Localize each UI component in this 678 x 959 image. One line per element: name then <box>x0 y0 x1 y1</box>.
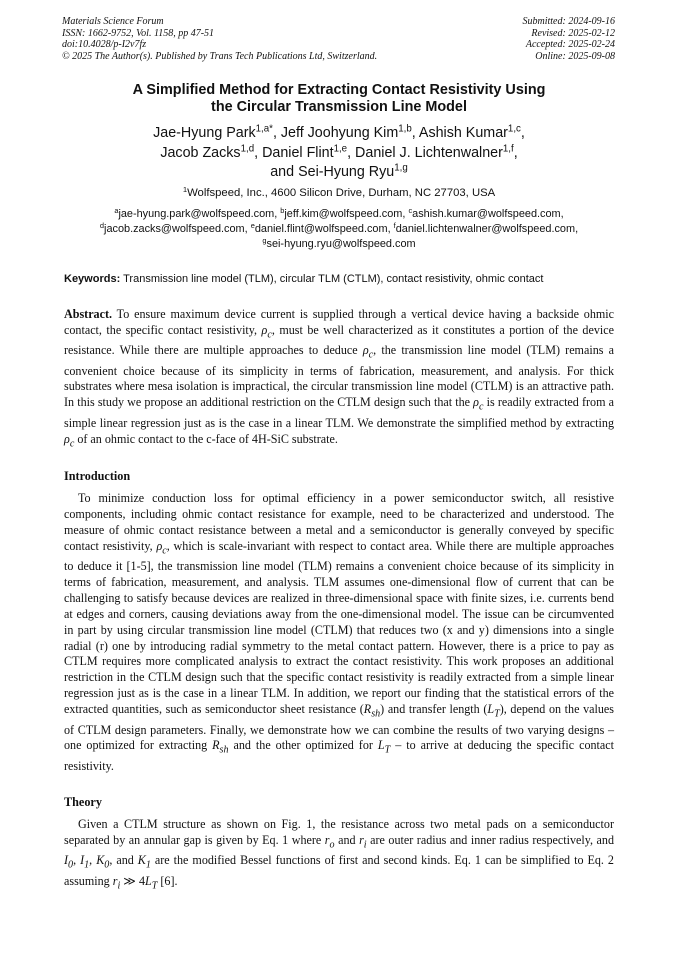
symbol-rho: ρ <box>261 322 268 337</box>
accepted-date: Accepted: 2025-02-24 <box>525 39 615 51</box>
theory-text: , <box>89 853 97 868</box>
author-sup: 1,e <box>333 143 348 155</box>
abstract-label: Abstract. <box>64 307 113 321</box>
email-link[interactable]: jae-hyung.park@wolfspeed.com <box>118 208 275 220</box>
author-sup: 1,d <box>240 143 255 155</box>
symbol-r: r <box>112 873 118 888</box>
intro-text: To minimize conduction loss for optimal efficiency in a power semiconductor switch, all resistive components, including ohmic contact resistance for example, need to be characterized and understood. The measure of ohmic contact resistance between a metal and a semiconductor is generally conveyed by specific contact resistivity, <box>64 491 614 553</box>
author-name: Jae-Hyung Park <box>153 125 256 141</box>
email-list <box>62 207 616 252</box>
abstract-text: is readily extracted from a simple linear regression just as is the case in a linear TLM. We demonstrate the simplified method by extracting <box>64 395 614 430</box>
theory-text: are the modified Bessel functions of first and second kinds. Eq. 1 can be simplified to Eq. 2 assuming <box>64 853 614 888</box>
email-line-3: $^g$sei-hyung.ryu@wolfspeed.com <box>262 235 416 250</box>
symbol-rho: ρ <box>473 395 479 410</box>
theory-text: [6]. <box>157 873 178 888</box>
email-link[interactable]: daniel.lichtenwalner@wolfspeed.com <box>395 223 576 235</box>
symbol-sub: i <box>363 839 367 851</box>
author-and: and <box>270 164 295 180</box>
theory-text: , and <box>109 853 138 868</box>
author-name: Daniel J. Lichtenwalner <box>355 144 503 161</box>
email-line-1: $^a$jae-hyung.park@wolfspeed.com, $^b$jeff.kim@wolfspeed.com, $^c$ashish.kumar@wolfspeed.com, <box>114 205 564 220</box>
doi-line: doi:10.4028/p-I2v7fz <box>62 39 147 51</box>
symbol-sub: c <box>267 329 272 341</box>
intro-text: – to arrive at deducing the specific contact resistivity. <box>64 738 614 773</box>
abstract-paragraph <box>64 307 614 452</box>
email-link[interactable]: jacob.zacks@wolfspeed.com <box>104 223 245 235</box>
symbol-sub: T <box>151 879 158 891</box>
author-sup: 1,c <box>507 123 521 135</box>
theory-text: ≫ 4 <box>120 873 146 888</box>
intro-text: ), depend on the values of CTLM design parameters. Finally, we demonstrate how we can combine the results of two varying designs – one optimized for extracting <box>64 702 614 753</box>
email-link[interactable]: ashish.kumar@wolfspeed.com <box>412 208 561 220</box>
keywords-text: Transmission line model (TLM), circular TLM (CTLM), contact resistivity, ohmic contact <box>123 273 544 285</box>
symbol-rho: ρ <box>64 431 70 446</box>
symbol-I: I <box>80 853 85 868</box>
issn-line: ISSN: 1662-9752, Vol. 1158, pp 47-51 <box>62 27 215 39</box>
symbol-K: K <box>96 853 105 868</box>
keywords <box>64 272 620 286</box>
symbol-sub: o <box>329 839 335 851</box>
online-date: Online: 2025-09-08 <box>535 50 615 62</box>
symbol-sub: c <box>368 349 374 361</box>
section-heading-introduction: Introduction <box>64 469 131 483</box>
author-sup: 1,a* <box>255 123 273 135</box>
author-name: Jacob Zacks <box>160 144 241 161</box>
author-name: Sei-Hyung Ryu <box>298 164 395 180</box>
author-name: Daniel Flint <box>262 144 334 161</box>
author-list <box>0 124 678 183</box>
symbol-sub: 0 <box>68 859 74 871</box>
theory-text: and <box>334 832 360 847</box>
author-sup: 1,b <box>398 123 412 135</box>
symbol-sub: T <box>384 744 391 756</box>
intro-text: and the other optimized for <box>228 738 378 753</box>
copyright-line: © 2025 The Author(s). Published by Trans Tech Publications Ltd, Switzerland. <box>62 50 378 62</box>
symbol-rho: ρ <box>362 343 369 358</box>
theory-text: Given a CTLM structure as shown on Fig. 1, the resistance across two metal pads on a semiconductor separated by an annular gap is given by Eq. 1 where <box>64 817 614 847</box>
title-line-1: A Simplified Method for Extracting Contact Resistivity Using <box>132 82 546 98</box>
affiliation <box>0 186 678 200</box>
symbol-r: r <box>324 832 330 847</box>
abstract-text: To ensure maximum device current is supplied through a vertical device having a backside ohmic contact, the specific contact resistivity, <box>64 307 615 337</box>
abstract-text: , must be well characterized as it constitutes a portion of the device resistance. While there are multiple approaches to deduce <box>64 322 614 358</box>
revised-date: Revised: 2025-02-12 <box>531 27 615 39</box>
symbol-sub: 1 <box>145 859 151 871</box>
symbol-sub: sh <box>219 744 229 756</box>
email-link[interactable]: jeff.kim@wolfspeed.com <box>284 208 403 220</box>
journal-header-right <box>523 16 616 62</box>
abstract-text: , the transmission line model (TLM) remains a convenient choice because of its simplicity in terms of fabrication, measurement, and analysis. For thick substrates where mesa isolation is impractical, the circular transmission line model (CTLM) is an attractive path. In this study we propose an additional restriction on the CTLM design such that the <box>64 343 615 410</box>
author-line-3 <box>0 163 678 183</box>
journal-header-left <box>62 16 377 62</box>
symbol-r: r <box>359 832 364 847</box>
author-sup: 1,f <box>502 143 514 155</box>
theory-text: , <box>73 853 81 868</box>
affiliation-sup: 1 <box>182 184 188 194</box>
symbol-sub: c <box>162 545 167 557</box>
paper-title <box>0 82 678 116</box>
symbol-sub: T <box>494 708 500 720</box>
symbol-sub: 0 <box>104 859 110 871</box>
symbol-R: R <box>363 702 372 717</box>
intro-text: , which is scale-invariant with respect to contact area. While there are multiple approaches to deduce it [1-5], the transmission line model (TLM) remains a convenient choice because of its simplicity in terms of fabrication, measurement, and analysis. TLM assumes one-dimensional flow of current that can be challenging to satisfy because devices are realized in three-dimensional space with finite sizes, i.e. currents bend at edges and corners, causing deviations away from the one-dimensional model. The issue can be circumvented in part by using circular transmission line model (CTLM) that reduces two (x and y) dimensions into a single radial (r) one by introducing radial symmetry to the metal contact pattern. However, there is a price to pay as CTLM requires more complicated analysis to extract the contact resistivity. This work proposes an additional restriction in the CTLM design such that the specific contact resistivity is readily extracted from a simple linear regression just as is the case in a linear TLM. In addition, we report our finding that the statistical errors of the extracted quantities, such as semiconductor sheet resistance ( <box>64 538 614 717</box>
theory-paragraph <box>64 817 614 894</box>
symbol-sub: i <box>117 879 121 891</box>
submitted-date: Submitted: 2024-09-16 <box>522 16 615 27</box>
author-name: Jeff Joohyung Kim <box>280 125 399 141</box>
symbol-R: R <box>212 738 220 753</box>
author-name: Ashish Kumar <box>418 125 508 141</box>
author-sup: 1,g <box>394 162 408 174</box>
email-line-2: $^d$jacob.zacks@wolfspeed.com, $^e$daniel.flint@wolfspeed.com, $^f$daniel.lichtenwalner@wolfspeed.com, <box>99 220 579 235</box>
keywords-label: Keywords: <box>64 273 121 285</box>
email-link[interactable]: sei-hyung.ryu@wolfspeed.com <box>266 238 416 250</box>
symbol-rho: ρ <box>156 538 163 553</box>
symbol-L: L <box>377 738 385 753</box>
abstract-text: of an ohmic contact to the c-face of 4H-SiC substrate. <box>74 431 338 446</box>
symbol-sub: c <box>478 401 484 413</box>
affiliation-text: Wolfspeed, Inc., 4600 Silicon Drive, Durham, NC 27703, USA <box>187 187 496 199</box>
symbol-L: L <box>145 873 152 888</box>
symbol-L: L <box>487 702 495 717</box>
introduction-paragraph <box>64 491 614 775</box>
author-line-1: Jae-Hyung Park$^{1,a*}$, Jeff Joohyung Kim$^{1,b}$, Ashish Kumar$^{1,c}$, <box>153 123 525 141</box>
title-line-2: the Circular Transmission Line Model <box>211 99 467 115</box>
intro-text: ) and transfer length ( <box>380 702 488 717</box>
symbol-sub: 1 <box>84 859 90 871</box>
theory-text: are outer radius and inner radius respectively, and <box>366 832 614 847</box>
symbol-K: K <box>137 853 146 868</box>
symbol-sub: sh <box>371 708 381 720</box>
email-link[interactable]: daniel.flint@wolfspeed.com <box>254 223 388 235</box>
symbol-I: I <box>64 853 69 868</box>
section-heading-theory: Theory <box>64 795 102 809</box>
symbol-sub: c <box>69 437 75 449</box>
journal-name: Materials Science Forum <box>62 16 164 27</box>
author-line-2: Jacob Zacks$^{1,d}$, Daniel Flint$^{1,e}$, Daniel J. Lichtenwalner$^{1,f}$, <box>160 143 518 161</box>
